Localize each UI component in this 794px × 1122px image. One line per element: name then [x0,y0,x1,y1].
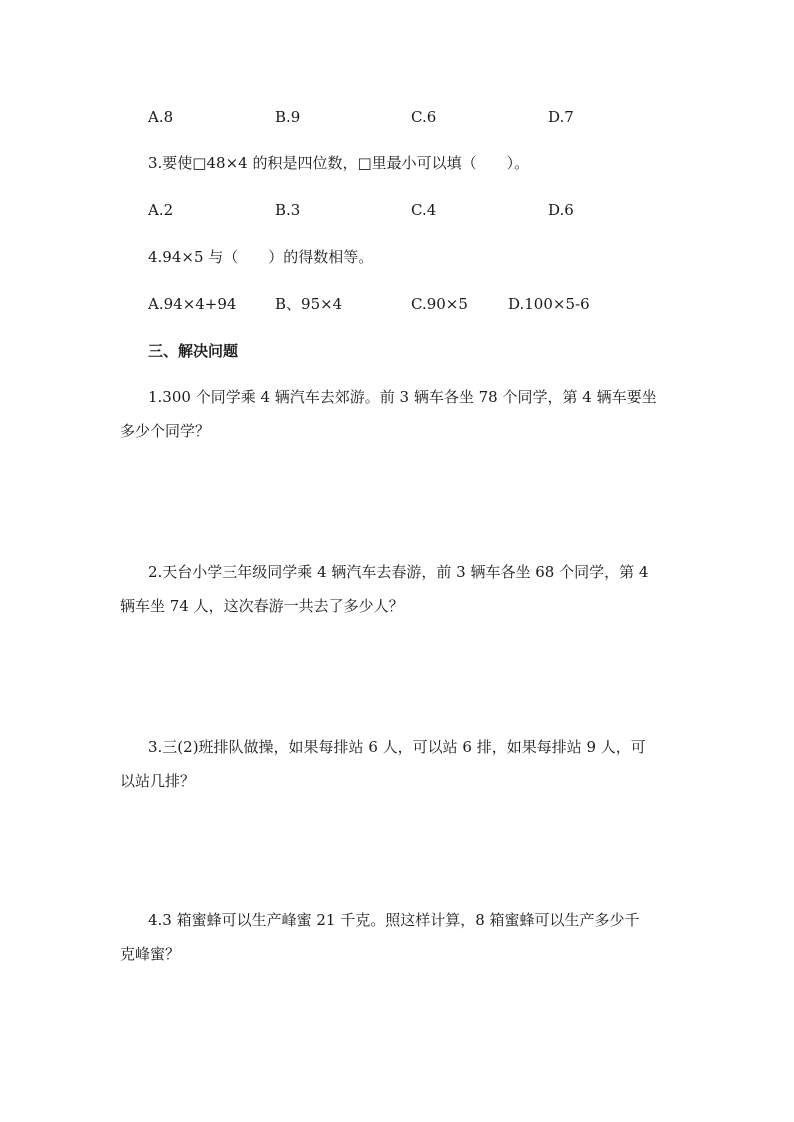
problem-3-line-2: 以站几排？ [120,772,196,790]
q3-option-b: B.3 [275,201,301,219]
q4-option-a: A.94×4+94 [148,295,237,313]
problem-1-line-1: 1.300 个同学乘 4 辆汽车去郊游。前 3 辆车各坐 78 个同学，第 4 辆车要坐 [148,388,657,406]
question-3-stem: 3.要使□48×4 的积是四位数，□里最小可以填（ ）。 [148,154,530,172]
problem-4-line-1: 4.3 箱蜜蜂可以生产峰蜜 21 千克。照这样计算，8 箱蜜蜂可以生产多少千 [148,911,640,929]
q3-option-c: C.4 [411,201,437,219]
problem-2-line-2: 辆车坐 74 人，这次春游一共去了多少人？ [120,597,404,615]
problem-2-line-1: 2.天台小学三年级同学乘 4 辆汽车去春游，前 3 辆车各坐 68 个同学，第 4 [148,563,649,581]
q2-option-c: C.6 [411,108,437,126]
q3-option-d: D.6 [548,201,574,219]
problem-4-line-2: 克峰蜜？ [120,945,181,963]
problem-1-line-2: 多少个同学？ [120,422,211,440]
problem-3-line-1: 3.三(2)班排队做操，如果每排站 6 人，可以站 6 排，如果每排站 9 人，可 [148,738,646,756]
q3-option-a: A.2 [148,201,174,219]
q4-option-c: C.90×5 [411,295,468,313]
q4-option-b: B、95×4 [275,295,343,313]
q2-option-a: A.8 [148,108,174,126]
q4-option-d: D.100×5-6 [508,295,590,313]
q2-option-d: D.7 [548,108,574,126]
question-4-stem: 4.94×5 与（ ）的得数相等。 [148,248,374,266]
section-title: 三、解决问题 [148,342,239,360]
q2-option-b: B.9 [275,108,301,126]
